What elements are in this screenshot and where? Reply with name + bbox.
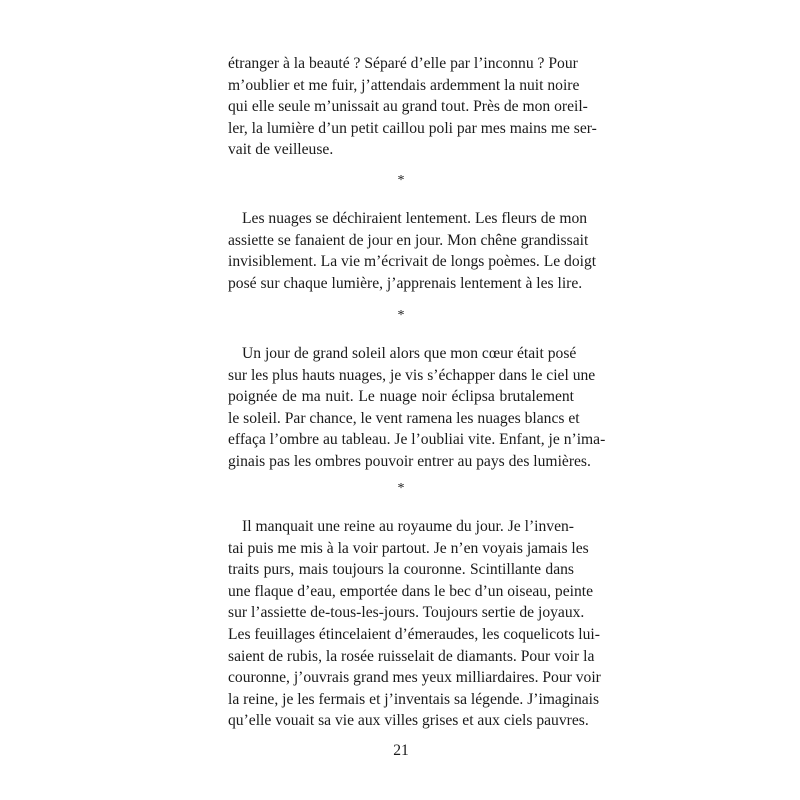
text-line: ler, la lumière d’un petit caillou poli par mes mains me ser- bbox=[228, 119, 597, 137]
text-line: étranger à la beauté ? Séparé d’elle par l’inconnu ? Pour bbox=[228, 55, 578, 72]
text-line: effaça l’ombre au tableau. Je l’oubliai vite. Enfant, je n’ima- bbox=[228, 431, 606, 449]
text-line: Les nuages se déchiraient lentement. Les fleurs de mon bbox=[242, 210, 588, 227]
text-line: Un jour de grand soleil alors que mon cœur était posé bbox=[242, 345, 577, 362]
page-number: 21 bbox=[393, 742, 409, 759]
text-line: invisiblement. La vie m’écrivait de longs poèmes. Le doigt bbox=[228, 253, 597, 271]
text-line: sur l’assiette de-tous-les-jours. Toujours sertie de joyaux. bbox=[228, 604, 585, 622]
section-separator: * bbox=[397, 173, 405, 188]
paragraph-4 bbox=[228, 516, 601, 732]
text-line: le soleil. Par chance, le vent ramena les nuages blancs et bbox=[228, 409, 580, 427]
text-line: sur les plus hauts nuages, je vis s’échapper dans le ciel une bbox=[228, 366, 596, 384]
text-line: traits purs, mais toujours la couronne. Scintillante dans bbox=[228, 561, 574, 579]
text-line: Les feuillages étincelaient d’émeraudes, les coquelicots lui- bbox=[228, 625, 600, 643]
text-line: saient de rubis, la rosée ruisselait de diamants. Pour voir la bbox=[228, 647, 595, 665]
text-line: qui elle seule m’unissait au grand tout. Près de mon oreil- bbox=[228, 98, 588, 116]
text-line: qu’elle vouait sa vie aux villes grises et aux ciels pauvres. bbox=[228, 712, 589, 730]
text-line: posé sur chaque lumière, j’apprenais lentement à les lire. bbox=[228, 274, 583, 292]
text-line: une flaque d’eau, emportée dans le bec d’un oiseau, peinte bbox=[228, 582, 593, 600]
text-line: tai puis me mis à la voir partout. Je n’en voyais jamais les bbox=[228, 539, 589, 557]
paragraph-3 bbox=[228, 343, 606, 473]
text-line: assiette se fanaient de jour en jour. Mon chêne grandissait bbox=[228, 231, 589, 249]
text-line: vait de veilleuse. bbox=[228, 141, 334, 159]
text-line: poignée de ma nuit. Le nuage noir éclipsa brutalement bbox=[228, 388, 574, 406]
text-line: Il manquait une reine au royaume du jour. Je l’inven- bbox=[242, 518, 574, 535]
section-separator: * bbox=[397, 481, 405, 496]
text-line: m’oublier et me fuir, j’attendais ardemment la nuit noire bbox=[228, 76, 580, 94]
text-line: la reine, je les fermais et j’inventais sa légende. J’imaginais bbox=[228, 690, 600, 708]
paragraph-2-body bbox=[228, 208, 597, 294]
text-line: ginais pas les ombres pouvoir entrer au pays des lumières. bbox=[228, 452, 591, 470]
section-separator: * bbox=[397, 308, 405, 323]
paragraph-1 bbox=[228, 53, 597, 161]
text-line: couronne, j’ouvrais grand mes yeux milliardaires. Pour voir bbox=[228, 669, 601, 687]
